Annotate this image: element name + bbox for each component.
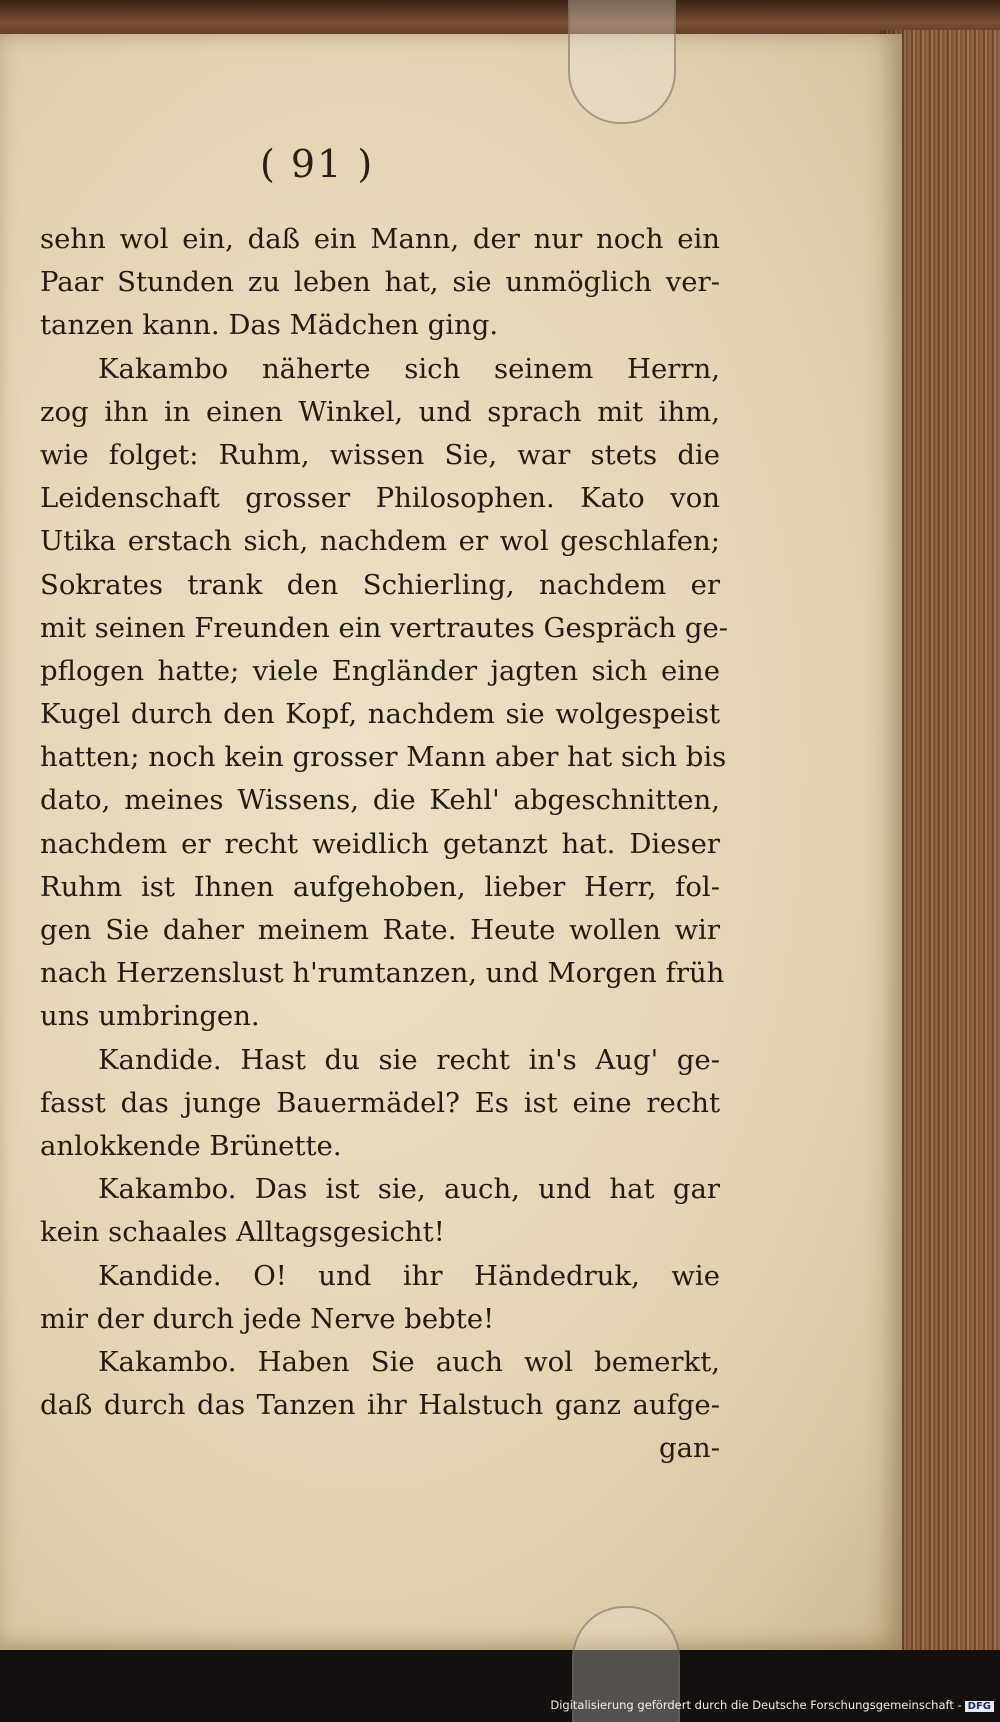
text-line: Paar Stunden zu leben hat, sie unmöglich ver- — [40, 266, 720, 299]
text-line: Sokrates trank den Schierling, nachdem er — [40, 568, 720, 601]
page-number: ( 91 ) — [260, 142, 375, 186]
digitization-credit — [550, 1698, 994, 1712]
text-line: zog ihn in einen Winkel, und sprach mit ihm, — [40, 395, 720, 428]
text-line: mit seinen Freunden ein vertrautes Gespräch ge- — [40, 611, 729, 644]
text-line: Kugel durch den Kopf, nachdem sie wolgespeist — [40, 698, 720, 731]
text-line: Ruhm ist Ihnen aufgehoben, lieber Herr, fol- — [40, 870, 720, 903]
text-line: pflogen hatte; viele Engländer jagten sich eine — [40, 654, 720, 687]
page-text — [40, 218, 729, 1470]
dfg-logo: DFG — [965, 1701, 994, 1712]
text-line: anlokkende Brünette. — [40, 1129, 342, 1162]
text-line: sehn wol ein, daß ein Mann, der nur noch ein — [40, 223, 720, 255]
text-line: fasst das junge Bauermädel? Es ist eine recht — [40, 1086, 720, 1119]
text-line: wie folget: Ruhm, wissen Sie, war stets die — [40, 438, 720, 471]
text-line: uns umbringen. — [40, 1000, 260, 1033]
text-line: kein schaales Alltagsgesicht! — [40, 1216, 445, 1249]
catchword: gan- — [658, 1432, 720, 1465]
text-line: Kakambo. Haben Sie auch wol bemerkt, — [98, 1345, 720, 1378]
text-line: dato, meines Wissens, die Kehl' abgeschnitten, — [40, 784, 720, 817]
text-line: nach Herzenslust h'rumtanzen, und Morgen früh — [40, 957, 725, 990]
page-clip-top — [568, 0, 676, 124]
text-line: Kandide. O! und ihr Händedruk, wie — [98, 1259, 720, 1292]
text-line: Kandide. Hast du sie recht in's Aug' ge- — [98, 1043, 720, 1076]
text-line: hatten; noch kein grosser Mann aber hat sich bis — [40, 741, 727, 774]
text-line: Leidenschaft grosser Philosophen. Kato von — [40, 482, 720, 515]
text-line: gen Sie daher meinem Rate. Heute wollen wir — [40, 914, 720, 946]
text-line: Kakambo näherte sich seinem Herrn, — [98, 352, 720, 385]
text-line: nachdem er recht weidlich getanzt hat. Dieser — [40, 827, 720, 860]
text-line: mir der durch jede Nerve bebte! — [40, 1302, 495, 1335]
text-line: Utika erstach sich, nachdem er wol geschlafen; — [40, 525, 720, 558]
text-line: Kakambo. Das ist sie, auch, und hat gar — [98, 1173, 720, 1206]
text-line: tanzen kann. Das Mädchen ging. — [40, 309, 499, 342]
text-line: daß durch das Tanzen ihr Halstuch ganz aufge- — [40, 1389, 720, 1422]
credit-text: Digitalisierung gefördert durch die Deutsche Forschungsgemeinschaft - — [550, 1698, 962, 1712]
leather-binding — [0, 0, 1000, 38]
